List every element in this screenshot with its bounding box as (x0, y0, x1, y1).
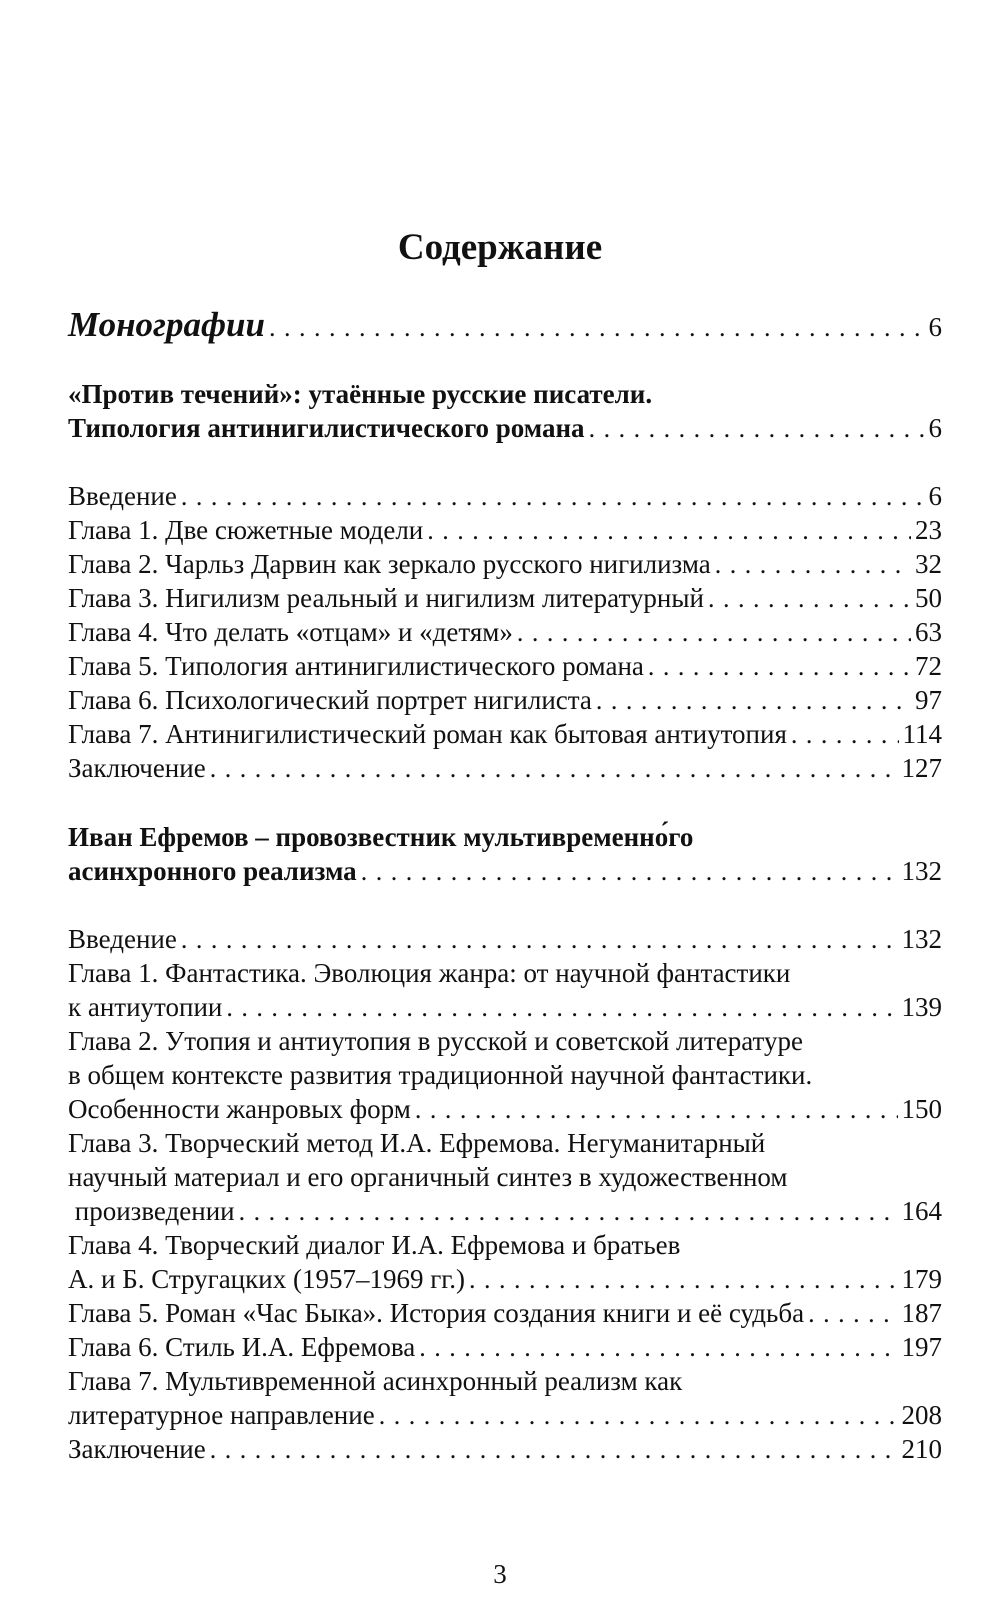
toc-leader-dots (589, 411, 925, 447)
page-title: Содержание (397, 227, 603, 268)
toc-entry-label: Введение (68, 481, 177, 511)
toc-entry-line: Глава 1. Фантастика. Эволюция жанра: от научной фантастики (68, 958, 791, 988)
toc-leader-dots (181, 479, 925, 515)
toc-entry-label: Глава 3. Нигилизм реальный и нигилизм литературный (68, 583, 704, 613)
toc-work-title-line: Иван Ефремов – провозвестник мультивременно́го (68, 822, 694, 852)
toc-entry-label: Глава 5. Роман «Час Быка». История создания книги и её судьба (68, 1298, 805, 1328)
toc-page-number: 63 (915, 617, 942, 647)
toc-entry-label: Глава 6. Психологический портрет нигилиста (68, 685, 592, 715)
toc-page-number: 179 (901, 1264, 942, 1294)
toc-entry[interactable] (68, 580, 942, 616)
toc-work-title[interactable] (68, 410, 942, 446)
toc-entry-line: Глава 3. Творческий метод И.А. Ефремова. Негуманитарный (68, 1128, 766, 1158)
toc-entry-label: Глава 7. Антинигилистический роман как бытовая антиутопия (68, 719, 787, 749)
toc-leader-dots (419, 1330, 897, 1366)
toc-entry[interactable] (68, 546, 942, 582)
toc-leader-dots (808, 1296, 897, 1332)
toc-leader-dots (226, 990, 897, 1026)
toc-entry[interactable] (68, 648, 942, 684)
toc-entry-label: литературное направление (68, 1400, 375, 1430)
toc-entry-line: Глава 2. Утопия и антиутопия в русской и советской литературе (68, 1026, 803, 1056)
toc-leader-dots (648, 649, 911, 685)
toc-entry-label: А. и Б. Стругацких (1957–1969 гг.) (68, 1264, 466, 1294)
toc-entry-line: Глава 7. Мультивременной асинхронный реализм как (68, 1366, 683, 1396)
toc-leader-dots (791, 717, 899, 753)
toc-page-number: 32 (915, 549, 942, 579)
toc-page-number: 132 (901, 856, 942, 886)
toc-page-number: 114 (902, 719, 942, 749)
toc-work-title[interactable] (68, 853, 942, 889)
toc-leader-dots (269, 305, 925, 351)
toc-entry[interactable] (68, 716, 942, 752)
toc-entry-line: научный материал и его органичный синтез в художественном (68, 1162, 788, 1192)
toc-page-number: 208 (901, 1400, 942, 1430)
toc-page-number: 23 (915, 515, 942, 545)
toc-entry[interactable] (68, 989, 942, 1025)
toc-entry-label: Глава 4. Что делать «отцам» и «детям» (68, 617, 513, 647)
toc-entry-label: Введение (68, 924, 177, 954)
toc-leader-dots (379, 1398, 898, 1434)
toc-leader-dots (361, 854, 898, 890)
toc-work-title-line: «Против течений»: утаённые русские писатели. (68, 379, 653, 409)
toc-entry-label: Монографии (68, 305, 265, 344)
toc-page-number: 6 (928, 481, 942, 511)
toc-entry[interactable] (68, 478, 942, 514)
toc-leader-dots (181, 922, 898, 958)
toc-entry-label: Типология антинигилистического романа (68, 413, 585, 443)
toc-page-number: 127 (901, 753, 942, 783)
toc-entry-label: Заключение (68, 1434, 206, 1464)
toc-entry[interactable] (68, 921, 942, 957)
toc-entry-label: Глава 1. Две сюжетные модели (68, 515, 424, 545)
toc-entry-line: в общем контексте развития традиционной научной фантастики. (68, 1060, 813, 1090)
toc-entry[interactable] (68, 1329, 942, 1365)
toc-leader-dots (210, 751, 898, 787)
toc-leader-dots (596, 683, 911, 719)
toc-page-number: 6 (928, 312, 942, 342)
toc-entry-label: Глава 2. Чарльз Дарвин как зеркало русского нигилизма (68, 549, 711, 579)
toc-page-number: 197 (901, 1332, 942, 1362)
toc-page-number: 72 (915, 651, 942, 681)
toc-section-monographs[interactable] (68, 302, 942, 348)
toc-leader-dots (427, 513, 911, 549)
toc-page-number: 150 (901, 1094, 942, 1124)
toc-entry-label: Глава 5. Типология антинигилистического романа (68, 651, 644, 681)
toc-entry-label: произведении (68, 1196, 235, 1226)
toc-entry-label: асинхронного реализма (68, 856, 357, 886)
toc-entry[interactable] (68, 1397, 942, 1433)
toc-leader-dots (415, 1092, 898, 1128)
toc-entry[interactable] (68, 682, 942, 718)
toc-page-number: 164 (901, 1196, 942, 1226)
toc-leader-dots (517, 615, 911, 651)
toc-page-number: 139 (901, 992, 942, 1022)
toc-leader-dots (239, 1194, 898, 1230)
toc-entry[interactable] (68, 1431, 942, 1467)
toc-entry-label: к антиутопии (68, 992, 223, 1022)
toc-entry-label: Заключение (68, 753, 206, 783)
toc-entry[interactable] (68, 750, 942, 786)
toc-entry[interactable] (68, 512, 942, 548)
toc-page-number: 187 (901, 1298, 942, 1328)
toc-page-number: 6 (928, 413, 942, 443)
toc-entry-label: Глава 6. Стиль И.А. Ефремова (68, 1332, 416, 1362)
toc-entry-label: Особенности жанровых форм (68, 1094, 411, 1124)
toc-entry-line: Глава 4. Творческий диалог И.А. Ефремова и братьев (68, 1230, 681, 1260)
toc-leader-dots (210, 1432, 898, 1468)
toc-entry[interactable] (68, 614, 942, 650)
toc-leader-dots (708, 581, 911, 617)
toc-page-number: 97 (915, 685, 942, 715)
toc-entry[interactable] (68, 1261, 942, 1297)
toc-entry[interactable] (68, 1295, 942, 1331)
page-number: 3 (493, 1559, 507, 1589)
toc-page-number: 210 (901, 1434, 942, 1464)
toc-entry[interactable] (68, 1193, 942, 1229)
toc-leader-dots (469, 1262, 897, 1298)
toc-leader-dots (715, 547, 911, 583)
toc-entry[interactable] (68, 1091, 942, 1127)
toc-page-number: 132 (901, 924, 942, 954)
toc-page-number: 50 (915, 583, 942, 613)
